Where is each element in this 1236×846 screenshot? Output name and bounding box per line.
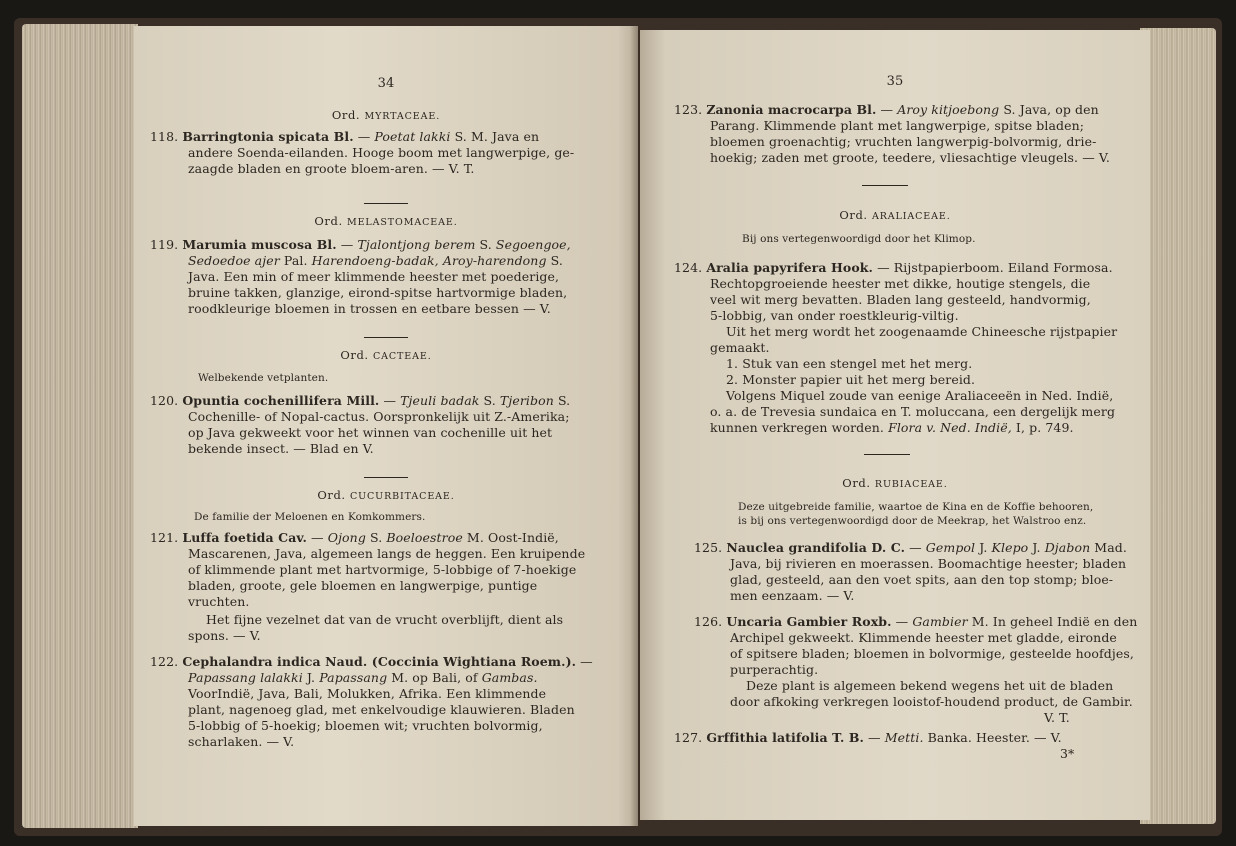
entry-text: bladen, groote, gele bloemen en langwerpige, puntige xyxy=(188,578,538,593)
entry-text: Papassang lalakki J. Papassang M. op Bali, of Gambas. xyxy=(188,670,538,685)
order-heading-myrtaceae: Ord. MYRTACEAE. xyxy=(331,108,441,122)
section-rule xyxy=(364,337,408,338)
order-heading-melastomaceae: Ord. MELASTOMACEAE. xyxy=(314,214,458,228)
entry-text: Java. Een min of meer klimmende heester met poederige, xyxy=(188,269,560,284)
entry-text: andere Soenda-eilanden. Hooge boom met langwerpige, ge- xyxy=(188,145,575,160)
order-heading-cacteae: Ord. CACTEAE. xyxy=(340,348,432,362)
entry-124: 124. Aralia papyrifera Hook. — Rijstpapierboom. Eiland Formosa. xyxy=(674,260,1113,275)
entry-text: vruchten. xyxy=(188,594,250,609)
entry-text: door afkoking verkregen looistof-houdend product, de Gambir. xyxy=(730,694,1133,709)
entry-text: Het fijne vezelnet dat van de vrucht overblijft, dient als xyxy=(206,612,564,627)
right-page xyxy=(640,30,1150,820)
family-note: De familie der Meloenen en Komkommers. xyxy=(194,511,426,523)
order-heading-araliaceae: Ord. ARALIACEAE. xyxy=(839,208,951,222)
family-note: Bij ons vertegenwoordigd door het Klimop. xyxy=(742,233,976,245)
family-note: Welbekende vetplanten. xyxy=(198,372,329,384)
entry-text: zaagde bladen en groote bloem-aren. — V. T. xyxy=(188,161,475,176)
order-heading-rubiaceae: Ord. RUBIACEAE. xyxy=(842,476,948,490)
entry-text: o. a. de Trevesia sundaica en T. moluccana, een dergelijk merg xyxy=(710,404,1116,419)
page-number: 34 xyxy=(377,76,395,91)
entry-text: 5-lobbig of 5-hoekig; bloemen wit; vruchten bolvormig, xyxy=(188,718,543,733)
entry-126: 126. Uncaria Gambier Roxb. — Gambier M. In geheel Indië en den xyxy=(694,614,1138,629)
section-rule xyxy=(862,185,908,186)
entry-text: kunnen verkregen worden. Flora v. Ned. Indië, I, p. 749. xyxy=(710,420,1074,435)
entry-text: Volgens Miquel zoude van eenige Araliaceeën in Ned. Indië, xyxy=(726,388,1114,403)
page-number: 35 xyxy=(886,74,904,89)
entry-text: Parang. Klimmende plant met langwerpige, spitse bladen; xyxy=(710,118,1085,133)
entry-text: Java, bij rivieren en moerassen. Boomachtige heester; bladen xyxy=(730,556,1127,571)
entry-text: Cochenille- of Nopal-cactus. Oorspronkelijk uit Z.-Amerika; xyxy=(188,409,570,424)
family-note: is bij ons vertegenwoordigd door de Meekrap, het Walstroo enz. xyxy=(738,515,1087,527)
left-page-edges xyxy=(22,24,138,828)
entry-text: bloemen groenachtig; vruchten langwerpig-bolvormig, drie- xyxy=(710,134,1097,149)
entry-text: Uit het merg wordt het zoogenaamde Chineesche rijstpapier xyxy=(726,324,1118,339)
section-rule xyxy=(364,203,408,204)
entry-text: Sedoedoe ajer Pal. Harendoeng-badak, Aroy-harendong S. xyxy=(188,253,563,268)
entry-text: 2. Monster papier uit het merg bereid. xyxy=(726,372,976,387)
entry-text: glad, gesteeld, aan den voet spits, aan den top stomp; bloe- xyxy=(730,572,1114,587)
entry-text: Deze plant is algemeen bekend wegens het uit de bladen xyxy=(746,678,1114,693)
entry-text: Rechtopgroeiende heester met dikke, houtige stengels, die xyxy=(710,276,1091,291)
entry-text: plant, nagenoeg glad, met enkelvoudige klauwieren. Bladen xyxy=(188,702,575,717)
entry-text: 5-lobbig, van onder roestkleurig-viltig. xyxy=(710,308,959,323)
section-rule xyxy=(364,477,408,478)
entry-text: Archipel gekweekt. Klimmende heester met gladde, eironde xyxy=(730,630,1117,645)
entry-text: Mascarenen, Java, algemeen langs de heggen. Een kruipende xyxy=(188,546,586,561)
entry-text: of klimmende plant met hartvormige, 5-lobbige of 7-hoekige xyxy=(188,562,577,577)
entry-text: 1. Stuk van een stengel met het merg. xyxy=(726,356,973,371)
entry-125: 125. Nauclea grandifolia D. C. — Gempol J. Klepo J. Djabon Mad. xyxy=(694,540,1127,555)
entry-text: purperachtig. xyxy=(730,662,819,677)
entry-text: spons. — V. xyxy=(188,628,261,643)
entry-text: scharlaken. — V. xyxy=(188,734,295,749)
entry-122: 122. Cephalandra indica Naud. (Coccinia Wightiana Roem.). — xyxy=(150,654,593,669)
signature-mark: 3* xyxy=(1060,746,1075,761)
right-page-edges xyxy=(1140,28,1216,824)
entry-118: 118. Barringtonia spicata Bl. — Poetat lakki S. M. Java en xyxy=(150,129,540,144)
entry-text: gemaakt. xyxy=(710,340,770,355)
entry-123: 123. Zanonia macrocarpa Bl. — Aroy kitjoebong S. Java, op den xyxy=(674,102,1099,117)
order-heading-cucurbitaceae: Ord. CUCURBITACEAE. xyxy=(317,488,455,502)
entry-text: roodkleurige bloemen in trossen en eetbare bessen — V. xyxy=(188,301,551,316)
entry-text: men eenzaam. — V. xyxy=(730,588,855,603)
entry-127: 127. Grffithia latifolia T. B. — Metti. Banka. Heester. — V. xyxy=(674,730,1062,745)
entry-120: 120. Opuntia cochenillifera Mill. — Tjeuli badak S. Tjeribon S. xyxy=(150,393,571,408)
entry-text: hoekig; zaden met groote, teedere, vliesachtige vleugels. — V. xyxy=(710,150,1110,165)
entry-text: bekende insect. — Blad en V. xyxy=(188,441,374,456)
entry-119: 119. Marumia muscosa Bl. — Tjalontjong berem S. Segoengoe, xyxy=(150,237,571,252)
entry-text: VoorIndië, Java, Bali, Molukken, Afrika. Een klimmende xyxy=(188,686,547,701)
entry-text: bruine takken, glanzige, eirond-spitse hartvormige bladen, xyxy=(188,285,568,300)
entry-text: of spitsere bladen; bloemen in bolvormige, gesteelde hoofdjes, xyxy=(730,646,1134,661)
family-note: Deze uitgebreide familie, waartoe de Kina en de Koffie behooren, xyxy=(738,501,1094,513)
entry-121: 121. Luffa foetida Cav. — Ojong S. Boeloestroe M. Oost-Indië, xyxy=(150,530,559,545)
entry-text: V. T. xyxy=(1044,710,1070,725)
section-rule xyxy=(864,454,910,455)
left-page xyxy=(134,26,638,826)
entry-text: op Java gekweekt voor het winnen van cochenille uit het xyxy=(188,425,553,440)
entry-text: veel wit merg bevatten. Bladen lang gesteeld, handvormig, xyxy=(710,292,1091,307)
